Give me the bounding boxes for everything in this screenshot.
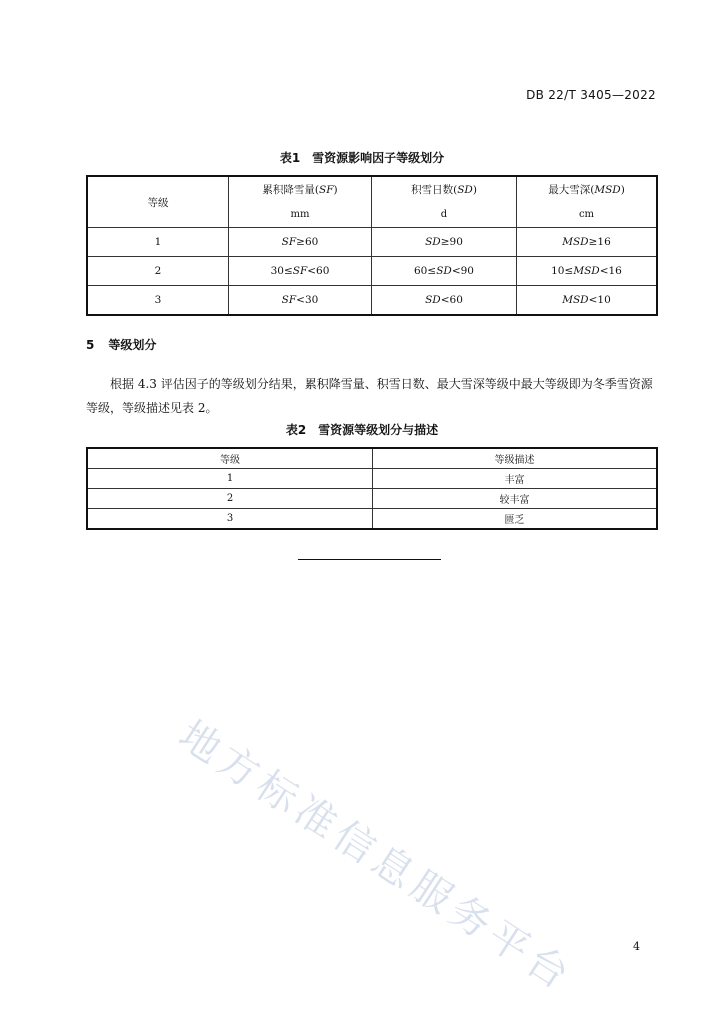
table2-cell-level: 2 — [87, 489, 373, 509]
table1-cell-sf: 30≤SF<60 — [229, 257, 372, 286]
table2-cell-description: 较丰富 — [373, 489, 658, 509]
standard-code: DB 22/T 3405—2022 — [526, 88, 656, 102]
table1-unit-sd: d — [372, 202, 517, 228]
table1-caption — [0, 149, 724, 166]
table1-snow-factor-grades — [86, 175, 658, 316]
table2-cell-level: 1 — [87, 469, 373, 489]
table2-cell-description: 丰富 — [373, 469, 658, 489]
table2-cell-level: 3 — [87, 509, 373, 530]
page-number: 4 — [633, 940, 640, 953]
table1-row — [87, 257, 657, 286]
table2-row — [87, 469, 657, 489]
table1-cell-sd: SD≥90 — [372, 228, 517, 257]
table2-caption-number: 表2 — [285, 423, 307, 437]
section-heading — [86, 336, 156, 353]
section-title: 等级划分 — [108, 338, 157, 352]
table1-header-sf — [229, 176, 372, 202]
table1-row — [87, 286, 657, 316]
table2-caption — [0, 421, 724, 438]
table2-header-row — [87, 448, 657, 469]
table1-caption-title: 雪资源影响因子等级划分 — [312, 151, 445, 165]
sf-header-close: ) — [333, 184, 338, 196]
table1-row — [87, 228, 657, 257]
table1-unit-sf: mm — [229, 202, 372, 228]
end-rule — [298, 559, 441, 560]
table1-cell-level: 2 — [87, 257, 229, 286]
table1-cell-sf: SF<30 — [229, 286, 372, 316]
table2-cell-description: 匮乏 — [373, 509, 658, 530]
watermark: 地方标准信息服务平台 — [170, 712, 582, 1002]
table1-cell-level: 3 — [87, 286, 229, 316]
section-number: 5 — [86, 338, 95, 352]
table1-unit-msd: cm — [517, 202, 658, 228]
table1-header-msd — [517, 176, 658, 202]
table1-cell-sd: 60≤SD<90 — [372, 257, 517, 286]
sd-header-label: 积雪日数( — [411, 184, 458, 196]
table2-grade-descriptions — [86, 447, 658, 530]
table1-header-row — [87, 176, 657, 202]
msd-header-abbr: MSD — [594, 184, 621, 196]
sd-header-close: ) — [472, 184, 477, 196]
table1-cell-level: 1 — [87, 228, 229, 257]
table1-caption-number: 表1 — [279, 151, 301, 165]
table1-header-level: 等级 — [87, 176, 229, 228]
table2-header-level: 等级 — [87, 448, 373, 469]
table1-cell-msd: 10≤MSD<16 — [517, 257, 658, 286]
msd-header-label: 最大雪深( — [548, 184, 595, 196]
msd-header-close: ) — [620, 184, 625, 196]
sd-header-abbr: SD — [457, 184, 473, 196]
table1-header-sd — [372, 176, 517, 202]
table2-row — [87, 509, 657, 530]
table2-caption-title: 雪资源等级划分与描述 — [318, 423, 439, 437]
table2-row — [87, 489, 657, 509]
section-paragraph: 根据 4.3 评估因子的等级划分结果，累积降雪量、积雪日数、最大雪深等级中最大等级即为冬季雪资源等级，等级描述见表 2。 — [86, 377, 653, 415]
table1-cell-msd: MSD<10 — [517, 286, 658, 316]
table1-cell-sd: SD<60 — [372, 286, 517, 316]
table1-cell-sf: SF≥60 — [229, 228, 372, 257]
sf-header-label: 累积降雪量( — [262, 184, 319, 196]
table2-header-description: 等级描述 — [373, 448, 658, 469]
sf-header-abbr: SF — [319, 184, 334, 196]
table1-cell-msd: MSD≥16 — [517, 228, 658, 257]
